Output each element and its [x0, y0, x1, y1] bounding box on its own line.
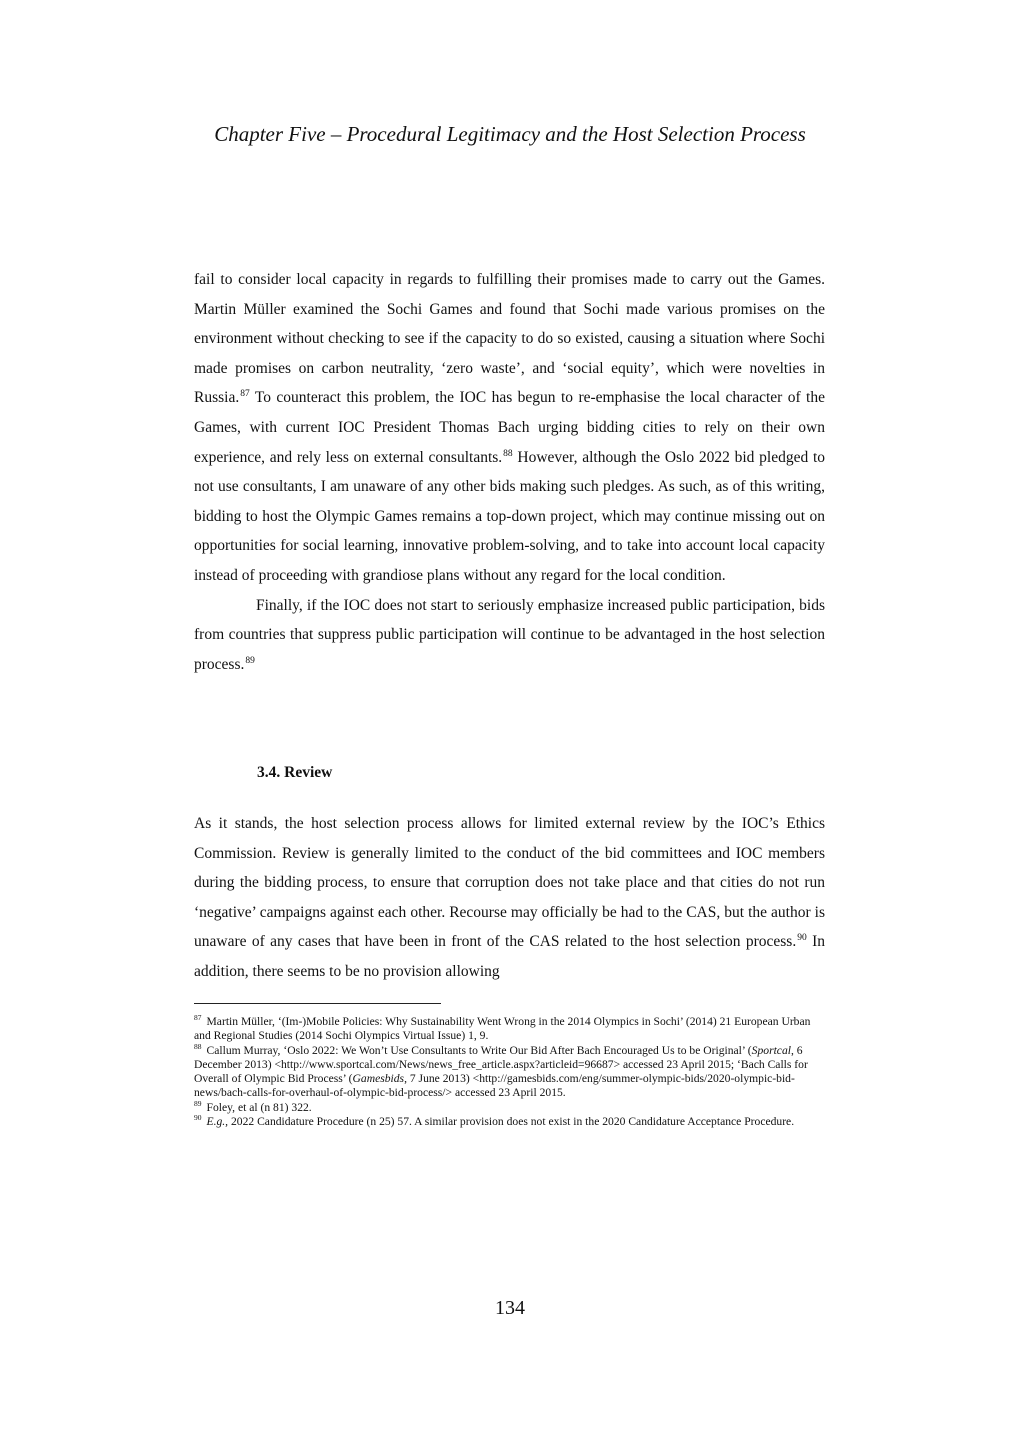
- footnote-text: 2022 Candidature Procedure (n 25) 57. A similar provision does not exist in the 2020 Candidature Acceptance Procedure.: [228, 1115, 795, 1129]
- footnote-text: , 6 December 2013) <http://www.sportcal.com/News/news_free_article.aspx?articleid=96687> accessed 23 April 2015; ‘Bach Calls for Overall of Olympic Bid Process’ (: [194, 1043, 808, 1086]
- footnote-text: Foley, et al (n 81) 322.: [206, 1100, 312, 1114]
- footnote-ref-89[interactable]: 89: [245, 655, 255, 666]
- paragraph-text: However, although the Oslo 2022 bid pledged to not use consultants, I am unaware of any other bids making such pledges. As such, as of this writing, bidding to host the Olympic Games remains a top-down project, which may continue missing out on opportunities for social learning, innovative problem-solving, and to take into account local capacity instead of proceeding with grandiose plans without any regard for the local condition.: [194, 448, 826, 584]
- running-header: Chapter Five – Procedural Legitimacy and the Host Selection Process: [214, 122, 806, 146]
- footnotes: [194, 1015, 825, 1129]
- footnote-italic-source: Sportcal: [751, 1043, 791, 1057]
- footnote-italic-abbrev: E.g.,: [206, 1115, 229, 1129]
- footnote-number: 89: [194, 1098, 202, 1108]
- paragraph-review: [194, 809, 825, 987]
- paragraph-text: fail to consider local capacity in regards to fulfilling their promises made to carry out the Games. Martin Müller examined the Sochi Games and found that Sochi made various promises on the environment without checking to see if the capacity to do so existed, causing a situation where Sochi made promises on carbon neutrality, ‘zero waste’, and ‘social equity’, which were novelties in Russia.: [194, 271, 825, 407]
- paragraph-sochi-capacity: [194, 265, 825, 591]
- footnote-88: [194, 1041, 825, 1101]
- footnote-89: [194, 1098, 825, 1115]
- paragraph-text: In addition, there seems to be no provision allowing: [194, 933, 825, 980]
- footnote-text: Callum Murray, ‘Oslo 2022: We Won’t Use Consultants to Write Our Bid After Bach Encouraged Us to be Original’ (: [206, 1043, 752, 1057]
- footnote-number: 87: [194, 1013, 202, 1022]
- section-heading: 3.4. Review: [257, 764, 333, 781]
- footnote-ref-87[interactable]: 87: [240, 389, 250, 400]
- footnote-ref-88[interactable]: 88: [503, 448, 513, 459]
- footnote-italic-source: Gamesbids: [352, 1072, 405, 1086]
- paragraph-text: To counteract this problem, the IOC has begun to re-emphasise the local character of the Games, with current IOC President Thomas Bach urging bidding cities to rely on their own experience, and rely less on external consultants.: [194, 389, 825, 466]
- paragraph-public-participation: [194, 591, 825, 680]
- footnote-87: [194, 1015, 825, 1044]
- main-text-upper: [194, 265, 825, 679]
- footnote-text: Martin Müller, ‘(Im-)Mobile Policies: Why Sustainability Went Wrong in the 2014 Olympics in Sochi’ (2014) 21 European Urban and Regional Studies (2014 Sochi Olympics Virtual Issue) 1, 9.: [194, 1015, 811, 1043]
- footnote-number: 88: [194, 1041, 202, 1051]
- footnote-text: , 7 June 2013) <http://gamesbids.com/eng/summer-olympic-bids/2020-olympic-bid-news/bach-calls-for-overhaul-of-olympic-bid-process/> accessed 23 April 2015.: [194, 1072, 795, 1100]
- paragraph-text: Finally, if the IOC does not start to seriously emphasize increased public participation, bids from countries that suppress public participation will continue to be advantaged in the host selection process.: [194, 596, 825, 673]
- footnote-90: [194, 1115, 825, 1129]
- footnote-number: 90: [194, 1113, 202, 1123]
- footnote-separator: [194, 1003, 441, 1004]
- page-number: 134: [495, 1297, 525, 1319]
- footnote-ref-90[interactable]: 90: [797, 933, 807, 944]
- main-text-lower: [194, 809, 825, 987]
- paragraph-text: As it stands, the host selection process allows for limited external review by the IOC’s Ethics Commission. Review is generally limited to the conduct of the bid committees and IOC members during the bidding process, to ensure that corruption does not take place and that cities do not run ‘negative’ campaigns against each other. Recourse may officially be had to the CAS, but the author is unaware of any cases that have been in front of the CAS related to the host selection process.: [194, 815, 825, 951]
